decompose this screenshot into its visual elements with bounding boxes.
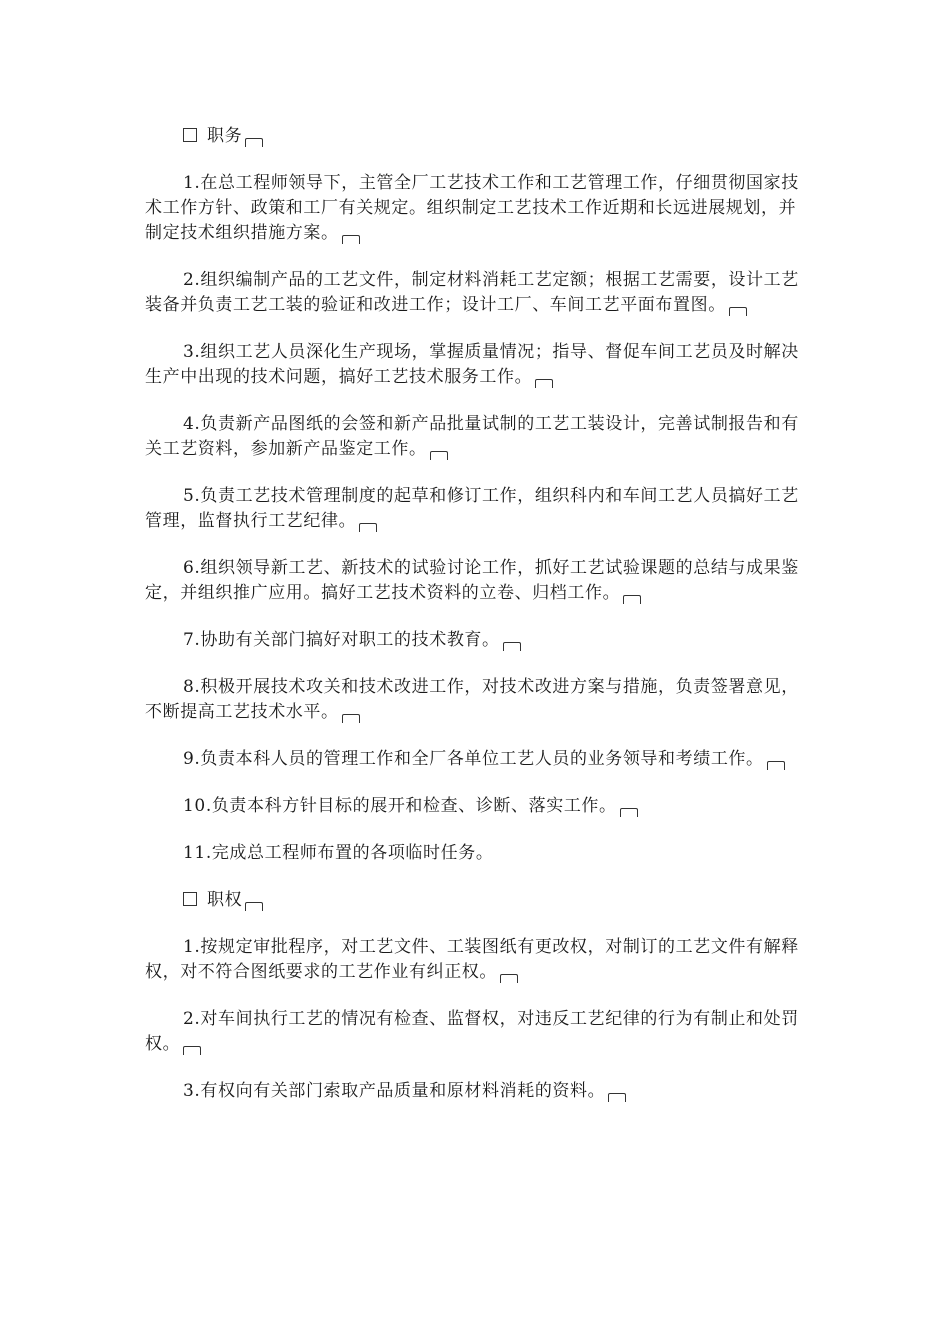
paragraph-mark-icon <box>623 595 641 604</box>
list-item <box>145 556 813 606</box>
list-item <box>145 340 813 390</box>
section-heading-powers <box>145 888 813 913</box>
section-heading-duties <box>145 124 813 149</box>
list-item <box>145 628 813 653</box>
paragraph-mark-icon <box>183 1046 201 1055</box>
list-item-text: 4.负责新产品图纸的会签和新产品批量试制的工艺工装设计，完善试制报告和有关工艺资料，参加新产品鉴定工作。 <box>145 414 799 459</box>
section-title: 职务 <box>207 126 243 146</box>
list-item <box>145 171 813 246</box>
list-item-text: 8.积极开展技术攻关和技术改进工作，对技术改进方案与措施，负责签署意见，不断提高工艺技术水平。 <box>145 677 799 722</box>
list-item-text: 1.在总工程师领导下，主管全厂工艺技术工作和工艺管理工作，仔细贯彻国家技术工作方针、政策和工厂有关规定。组织制定工艺技术工作近期和长远进展规划，并制定技术组织措施方案。 <box>145 173 799 243</box>
list-item-text: 1.按规定审批程序，对工艺文件、工装图纸有更改权，对制订的工艺文件有解释权，对不符合图纸要求的工艺作业有纠正权。 <box>145 937 799 982</box>
paragraph-mark-icon <box>620 808 638 817</box>
section-title: 职权 <box>207 890 243 910</box>
list-item <box>145 747 813 772</box>
list-item <box>145 675 813 725</box>
list-item-text: 6.组织领导新工艺、新技术的试验讨论工作，抓好工艺试验课题的总结与成果鉴定，并组织推广应用。搞好工艺技术资料的立卷、归档工作。 <box>145 558 799 603</box>
list-item <box>145 935 813 985</box>
paragraph-mark-icon <box>767 761 785 770</box>
list-item-text: 7.协助有关部门搞好对职工的技术教育。 <box>183 630 500 650</box>
list-item-text: 10.负责本科方针目标的展开和检查、诊断、落实工作。 <box>183 796 617 816</box>
list-item <box>145 268 813 318</box>
paragraph-mark-icon <box>430 451 448 460</box>
list-item <box>145 841 813 866</box>
paragraph-mark-icon <box>503 642 521 651</box>
list-item-text: 2.组织编制产品的工艺文件，制定材料消耗工艺定额；根据工艺需要，设计工艺装备并负责工艺工装的验证和改进工作；设计工厂、车间工艺平面布置图。 <box>145 270 799 315</box>
paragraph-mark-icon <box>359 523 377 532</box>
paragraph-mark-icon <box>342 714 360 723</box>
paragraph-mark-icon <box>608 1093 626 1102</box>
checkbox-icon <box>183 128 197 142</box>
paragraph-mark-icon <box>342 235 360 244</box>
list-item-text: 3.组织工艺人员深化生产现场，掌握质量情况；指导、督促车间工艺员及时解决生产中出现的技术问题，搞好工艺技术服务工作。 <box>145 342 799 387</box>
list-item <box>145 412 813 462</box>
paragraph-mark-icon <box>500 974 518 983</box>
paragraph-mark-icon <box>535 379 553 388</box>
list-item-text: 9.负责本科人员的管理工作和全厂各单位工艺人员的业务领导和考绩工作。 <box>183 749 764 769</box>
list-item-text: 3.有权向有关部门索取产品质量和原材料消耗的资料。 <box>183 1081 606 1101</box>
paragraph-mark-icon <box>245 138 263 147</box>
paragraph-mark-icon <box>729 307 747 316</box>
list-item <box>145 1079 813 1104</box>
paragraph-mark-icon <box>245 902 263 911</box>
list-item-text: 2.对车间执行工艺的情况有检查、监督权，对违反工艺纪律的行为有制止和处罚权。 <box>145 1009 799 1054</box>
list-item <box>145 794 813 819</box>
document-body <box>145 124 813 1126</box>
checkbox-icon <box>183 892 197 906</box>
list-item-text: 5.负责工艺技术管理制度的起草和修订工作，组织科内和车间工艺人员搞好工艺管理，监督执行工艺纪律。 <box>145 486 799 531</box>
list-item <box>145 1007 813 1057</box>
list-item-text: 11.完成总工程师布置的各项临时任务。 <box>183 843 494 863</box>
list-item <box>145 484 813 534</box>
